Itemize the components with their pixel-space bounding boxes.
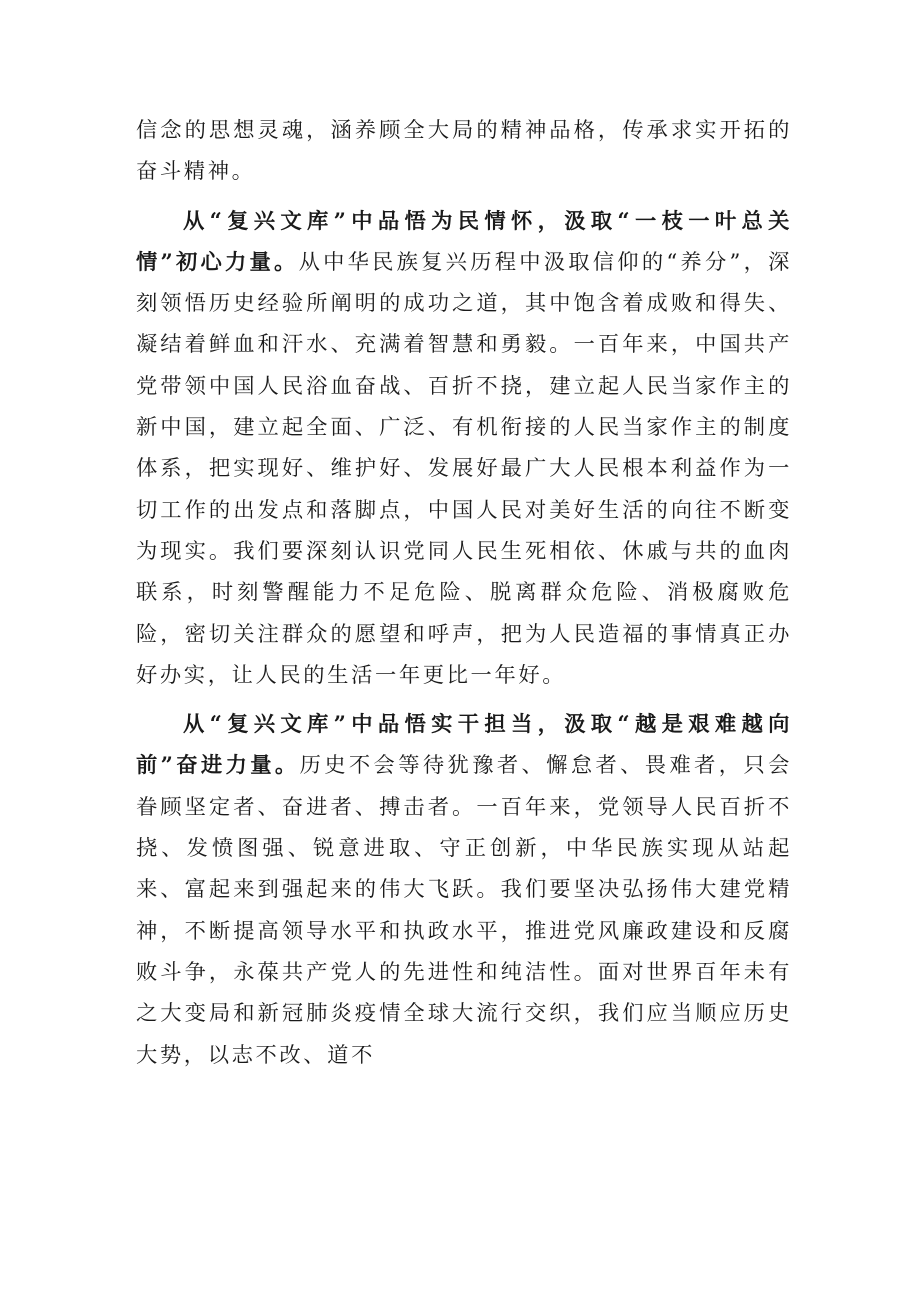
paragraph-people-sentiment	[136, 201, 792, 697]
paragraph-practical-action	[136, 704, 792, 1076]
paragraph-body: 历史不会等待犹豫者、懈怠者、畏难者，只会眷顾坚定者、奋进者、搏击者。一百年来，党领导人民百折不挠、发愤图强、锐意进取、守正创新，中华民族实现从站起来、富起来到强起来的伟大飞跃。我们要坚决弘扬伟大建党精神，不断提高领导水平和执政水平，推进党风廉政建设和反腐败斗争，永葆共产党人的先进性和纯洁性。面对世界百年未有之大变局和新冠肺炎疫情全球大流行交织，我们应当顺应历史大势，以志不改、道不	[136, 753, 792, 1068]
paragraph-body: 信念的思想灵魂，涵养顾全大局的精神品格，传承求实开拓的奋斗精神。	[136, 118, 792, 185]
paragraph-heading: 从“复兴文库”中品悟实干担当，汲取“越是艰难越向前”奋进力量。	[136, 712, 792, 779]
document-page	[136, 110, 792, 1076]
paragraph-heading: 从“复兴文库”中品悟为民情怀，汲取“一枝一叶总关情”初心力量。	[136, 208, 792, 275]
paragraph-body: 从中华民族复兴历程中汲取信仰的“养分”，深刻领悟历史经验所阐明的成功之道，其中饱含着成败和得失、凝结着鲜血和汗水、充满着智慧和勇毅。一百年来，中国共产党带领中国人民浴血奋战、百折不挠，建立起人民当家作主的新中国，建立起全面、广泛、有机衔接的人民当家作主的制度体系，把实现好、维护好、发展好最广大人民根本利益作为一切工作的出发点和落脚点，中国人民对美好生活的向往不断变为现实。我们要深刻认识党同人民生死相依、休戚与共的血肉联系，时刻警醒能力不足危险、脱离群众危险、消极腐败危险，密切关注群众的愿望和呼声，把为人民造福的事情真正办好办实，让人民的生活一年更比一年好。	[136, 249, 792, 688]
paragraph-continuation	[136, 110, 792, 193]
